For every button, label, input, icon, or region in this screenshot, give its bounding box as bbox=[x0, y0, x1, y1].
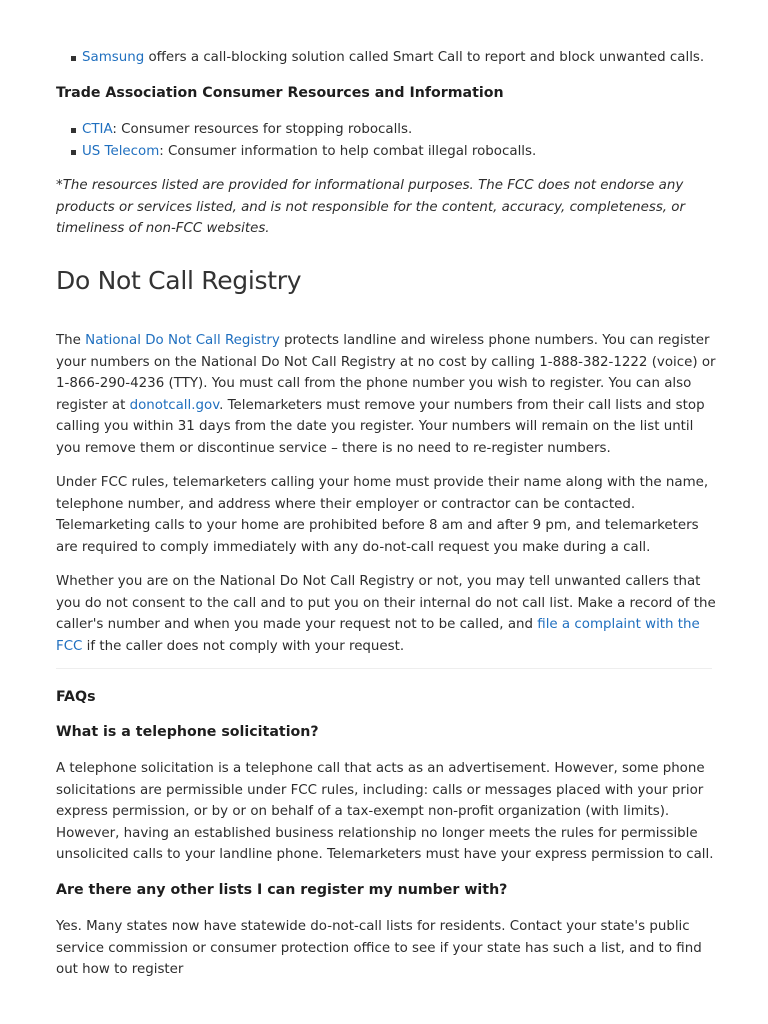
us-telecom-link[interactable]: US Telecom bbox=[82, 144, 160, 159]
faq-question-2: Are there any other lists I can register my number with? bbox=[56, 882, 508, 898]
faq-answer-1: A telephone solicitation is a telephone call that acts as an advertisement. However, some phone solicitations are permissible under FCC rules, including: calls or messages placed with your prior express permission, or by or on behalf of a tax-exempt non-profit organization (with limits). However, having an established business relationship no longer meets the rules for permissible unsolicited calls to your landline phone. Telemarketers must have your express permission to call. bbox=[56, 761, 714, 863]
samsung-description: offers a call-blocking solution called Smart Call to report and block unwanted calls. bbox=[144, 50, 705, 65]
faq-question-1: What is a telephone solicitation? bbox=[56, 724, 319, 740]
ctia-link[interactable]: CTIA bbox=[82, 122, 113, 137]
list-item bbox=[56, 119, 536, 141]
list-item bbox=[56, 47, 704, 69]
dnc-paragraph-2: Under FCC rules, telemarketers calling your home must provide their name along with the name, telephone number, and address where their employer or contractor can be contacted. Telemarketing calls to your home are prohibited before 8 am and after 9 pm, and telemarketers are required to comply immediately with any do-not-call request you make during a call. bbox=[56, 475, 709, 555]
dnc-paragraph-1 bbox=[56, 330, 716, 460]
do-not-call-registry-title: Do Not Call Registry bbox=[56, 266, 302, 295]
dnc-p1-text-end: . Telemarketers must remove your numbers from their call lists and stop calling you within 31 days from the date you register. Your numbers will remain on the list until you remove them or discontinue service – there is no need to re-register numbers. bbox=[56, 397, 705, 456]
samsung-link[interactable]: Samsung bbox=[82, 50, 145, 65]
donotcall-gov-link[interactable]: donotcall.gov bbox=[129, 397, 220, 413]
faq-answer-2: Yes. Many states now have statewide do-not-call lists for residents. Contact your state's public service commission or consumer protection office to see if your state has such a list, and to find out how to register bbox=[56, 919, 702, 978]
section-divider bbox=[56, 668, 712, 669]
ctia-description: : Consumer resources for stopping robocalls. bbox=[112, 122, 413, 137]
list-item bbox=[56, 141, 536, 163]
dnc-p3-text-start: Whether you are on the National Do Not Call Registry or not, you may tell unwanted callers that you do not consent to the call and to put you on their internal do not call list. Make a record of the caller's number and when you made your request not to be called, and bbox=[56, 574, 716, 633]
disclaimer bbox=[56, 175, 706, 240]
trade-association-list bbox=[0, 119, 536, 163]
faqs-heading: FAQs bbox=[56, 689, 96, 705]
disclaimer-text: The resources listed are provided for informational purposes. The FCC does not endorse any products or services listed, and is not responsible for the content, accuracy, completeness, or timeliness of non-FCC websites. bbox=[56, 178, 686, 237]
dnc-p3-text-end: if the caller does not comply with your request. bbox=[82, 638, 405, 654]
dnc-paragraph-3 bbox=[56, 571, 716, 657]
us-telecom-description: : Consumer information to help combat illegal robocalls. bbox=[159, 144, 537, 159]
dnc-p1-text-start: The bbox=[56, 333, 86, 348]
disclaimer-asterisk: * bbox=[56, 178, 63, 193]
call-blocking-list bbox=[0, 47, 704, 69]
file-complaint-link[interactable]: file a complaint with the FCC bbox=[56, 617, 700, 654]
trade-association-heading: Trade Association Consumer Resources and Information bbox=[56, 85, 504, 101]
dnc-p1-text-middle: protects landline and wireless phone numbers. You can register your numbers on the National Do Not Call Registry at no cost by calling 1-888-382-1222 (voice) or 1-866-290-4236 (TTY). You must call from the phone number you wish to register. You can also register at bbox=[56, 333, 716, 413]
national-do-not-call-registry-link[interactable]: National Do Not Call Registry bbox=[85, 333, 280, 348]
